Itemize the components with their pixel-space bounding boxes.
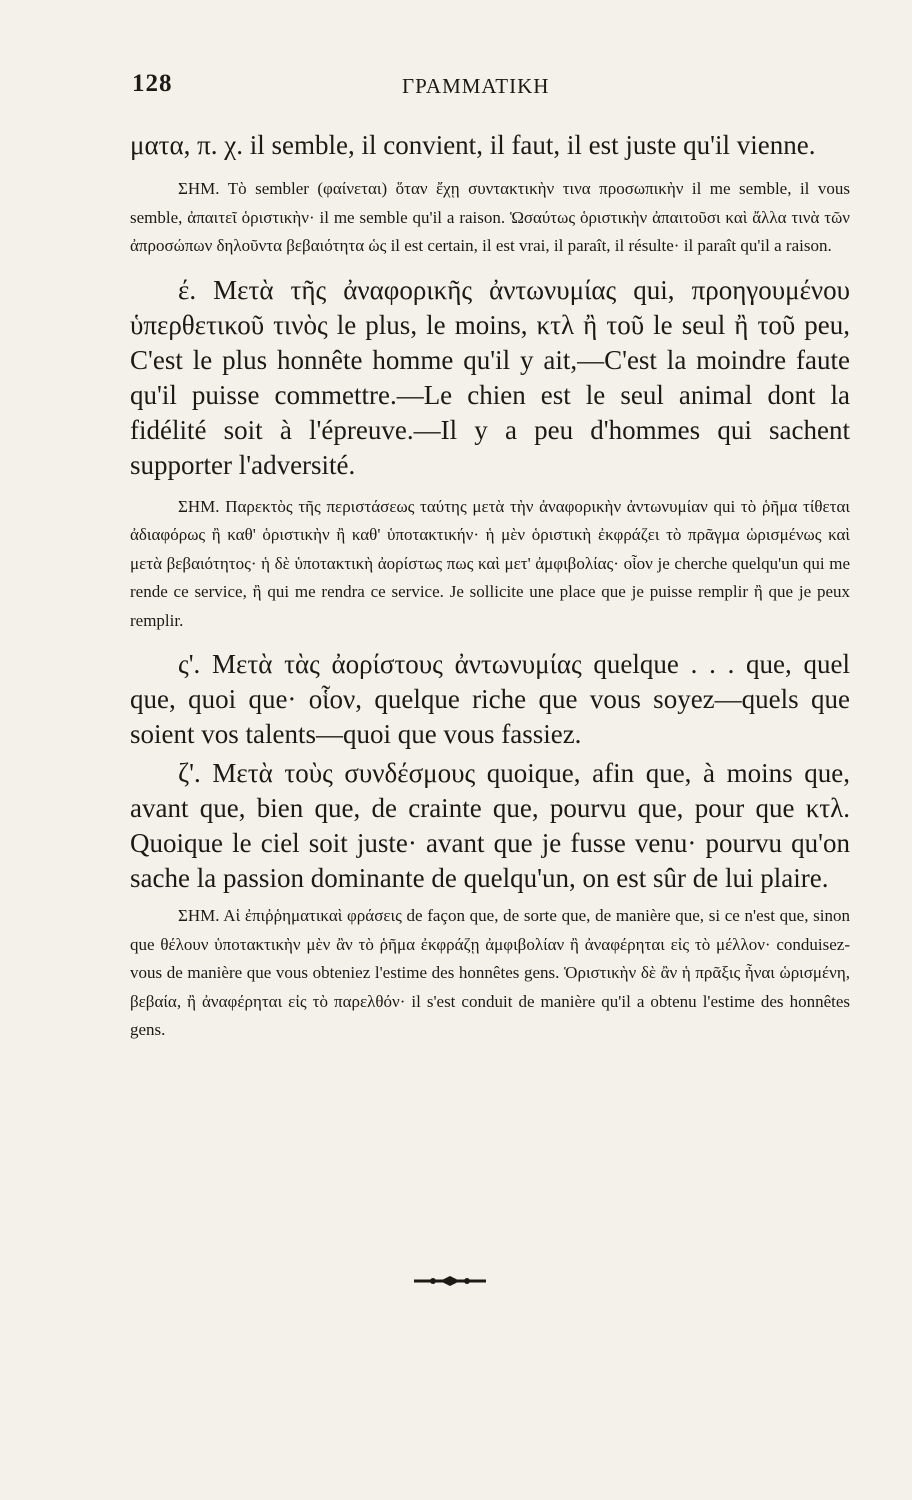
- running-title: ΓΡΑΜΜΑΤΙΚΗ: [402, 74, 550, 98]
- page-header: [132, 70, 847, 110]
- end-ornament-icon: [400, 1275, 500, 1287]
- rule-paragraph: έ. Μετὰ τῆς ἀναφορικῆς ἀντωνυμίας qui, προηγουμένου ὑπερθετικοῦ τινὸς le plus, le moins, κτλ ἢ τοῦ le seul ἢ τοῦ peu, C'est le plus honnête homme qu'il y ait,—C'est la moindre faute qu'il puisse commettre.—Le chien est le seul animal dont la fidélité soit à l'épreuve.—Il y a peu d'hommes qui sachent supporter l'adversité.: [130, 274, 850, 480]
- rule-paragraph: ς'. Μετὰ τὰς ἀορίστους ἀντωνυμίας quelque . . . que, quel que, quoi que· οἷον, quelque riche que vous soyez—quels que soient vos talents—quoi que vous fassiez.: [130, 649, 850, 749]
- paragraph-continuation: ματα, π. χ. il semble, il convient, il faut, il est juste qu'il vienne.: [130, 130, 816, 160]
- page-body: [130, 128, 850, 1045]
- rule-paragraph: ζ'. Μετὰ τοὺς συνδέσμους quoique, afin que, à moins que, avant que, bien que, de crainte que, pourvu que, pour que κτλ. Quoique le ciel soit juste· avant que je fusse venu· pourvu qu'on sache la passion dominante de quelqu'un, on est sûr de lui plaire.: [130, 758, 850, 893]
- note-paragraph: ΣΗΜ. Παρεκτὸς τῆς περιστάσεως ταύτης μετὰ τὴν ἀναφορικὴν ἀντωνυμίαν qui τὸ ῥῆμα τίθεται ἀδιαφόρως ἢ καθ' ὁριστικὴν ἢ καθ' ὑποτακτικήν· ἡ μὲν ὁριστικὴ ἐκφράζει τὸ πρᾶγμα ὡρισμένως καὶ μετὰ βεβαιότητος· ἡ δὲ ὑποτακτικὴ ἀορίστως πως καὶ μετ' ἀμφιβολίας· οἷον je cherche quelqu'un qui me rende ce service, ἢ qui me rendra ce service. Je sollicite une place que je puisse remplir ἢ que je peux remplir.: [130, 496, 850, 630]
- note-paragraph: ΣΗΜ. Τὸ sembler (φαίνεται) ὅταν ἔχῃ συντακτικὴν τινα προσωπικὴν il me semble, il vous semble, ἀπαιτεῖ ὁριστικὴν· il me semble qu'il a raison. Ὡσαύτως ὁριστικὴν ἀπαιτοῦσι καὶ ἄλλα τινὰ τῶν ἀπροσώπων δηλοῦντα βεβαιότητα ὡς il est certain, il est vrai, il paraît, il résulte· il paraît qu'il a raison.: [130, 179, 850, 255]
- note-paragraph: ΣΗΜ. Αἱ ἐπιῤῥηματικαὶ φράσεις de façon que, de sorte que, de manière que, si ce n'est que, sinon que θέλουν ὑποτακτικὴν μὲν ἂν τὸ ῥῆμα ἐκφράζῃ ἀμφιβολίαν ἢ ἀναφέρηται εἰς τὸ μέλλον· conduisez-vous de manière que vous obteniez l'estime des honnêtes gens. Ὁριστικὴν δὲ ἂν ἡ πρᾶξις ἦναι ὡρισμένη, βεβαία, ἢ ἀναφέρηται εἰς τὸ παρελθόν· il s'est conduit de manière qu'il a obtenu l'estime des honnêtes gens.: [130, 906, 850, 1039]
- page-number: 128: [132, 70, 173, 97]
